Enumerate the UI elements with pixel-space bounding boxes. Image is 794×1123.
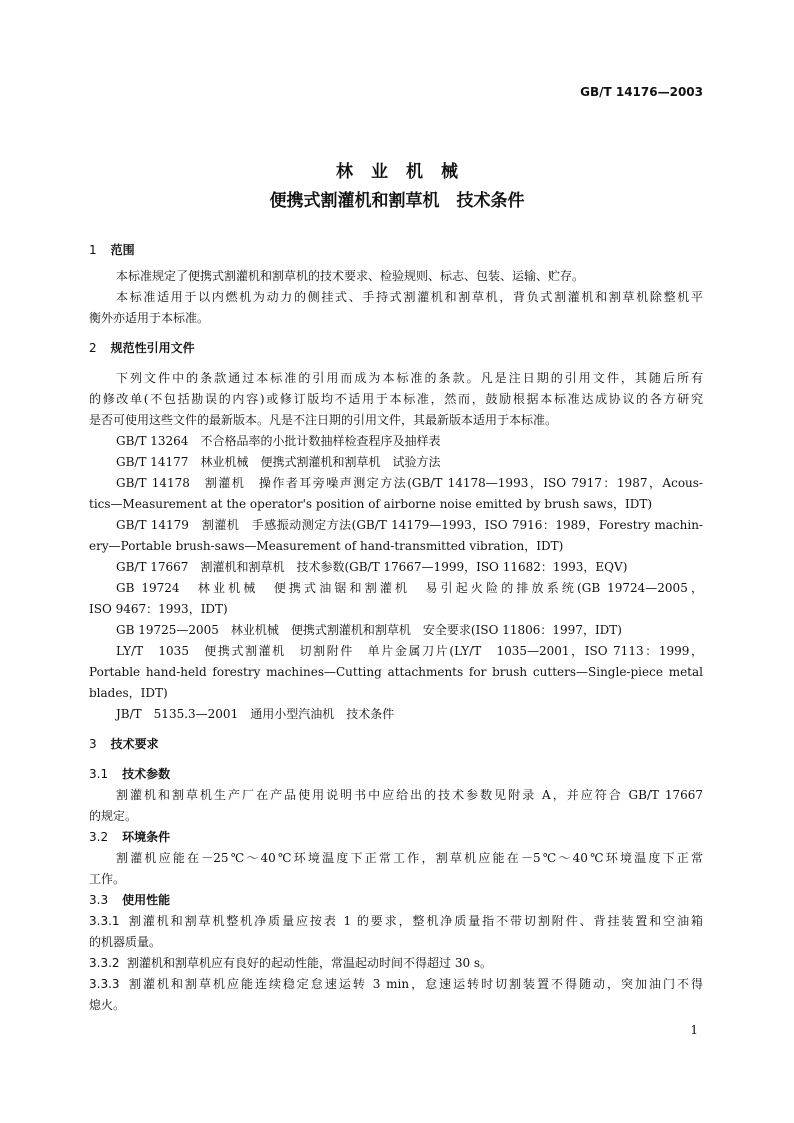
paragraph: 割灌机应能在－25℃～40℃环境温度下正常工作，割草机应能在－5℃～40℃环境温度下正常 [116, 851, 703, 865]
reference-item: GB/T 14178 割灌机 操作者耳旁噪声测定方法(GB/T 14178—1993，ISO 7917：1987，Acous- [116, 476, 703, 490]
clause-3-3-1: 3.3.1 割灌机和割草机整机净质量应按表 1 的要求，整机净质量指不带切割附件、背挂装置和空油箱 [89, 914, 703, 928]
clause-3-3-3-continued: 熄火。 [89, 998, 126, 1012]
reference-item: GB 19724 林业机械 便携式油锯和割灌机 易引起火险的排放系统(GB 19724—2005， [116, 581, 703, 595]
title-line-2: 便携式割灌机和割草机 技术条件 [269, 191, 525, 211]
paragraph: 割灌机和割草机生产厂在产品使用说明书中应给出的技术参数见附录 A，并应符合 GB/T 17667 [116, 788, 703, 802]
clause-3-3-1-continued: 的机器质量。 [89, 935, 162, 949]
paragraph: 本标准规定了便携式割灌机和割草机的技术要求、检验规则、标志、包装、运输、贮存。 [116, 269, 585, 283]
document-body [89, 240, 703, 1016]
standard-number: GB/T 14176—2003 [580, 85, 703, 99]
reference-item: GB/T 14179 割灌机 手感振动测定方法(GB/T 14179—1993，ISO 7916：1989，Forestry machin- [116, 518, 703, 532]
paragraph: 本标准适用于以内燃机为动力的侧挂式、手持式割灌机和割草机，背负式割灌机和割草机除整机平 [116, 290, 703, 304]
reference-item-continued: ISO 9467：1993，IDT) [89, 602, 228, 616]
paragraph: 是否可使用这些文件的最新版本。凡是不注日期的引用文件，其最新版本适用于本标准。 [89, 413, 558, 427]
section-3-heading: 3 技术要求 [89, 737, 159, 751]
paragraph: 衡外亦适用于本标准。 [89, 311, 210, 325]
paragraph: 的规定。 [89, 809, 138, 823]
clause-3-3-3: 3.3.3 割灌机和割草机应能连续稳定怠速运转 3 min，怠速运转时切割装置不得随动，突加油门不得 [89, 977, 703, 991]
section-1-heading: 1 范围 [89, 243, 135, 257]
section-3-2-heading: 3.2 环境条件 [89, 830, 171, 844]
reference-item: GB 19725—2005 林业机械 便携式割灌机和割草机 安全要求(ISO 11806：1997，IDT) [116, 623, 622, 637]
section-2-heading: 2 规范性引用文件 [89, 341, 195, 355]
reference-item-continued: ery—Portable brush-saws—Measurement of hand-transmitted vibration，IDT) [89, 539, 564, 553]
reference-item: GB/T 17667 割灌机和割草机 技术参数(GB/T 17667—1999，ISO 11682：1993，EQV) [116, 560, 628, 574]
paragraph: 下列文件中的条款通过本标准的引用而成为本标准的条款。凡是注日期的引用文件，其随后所有 [116, 371, 703, 385]
section-3-1-heading: 3.1 技术参数 [89, 767, 171, 781]
reference-item: LY/T 1035 便携式割灌机 切割附件 单片金属刀片(LY/T 1035—2001，ISO 7113：1999， [116, 644, 703, 658]
reference-item: GB/T 14177 林业机械 便携式割灌机和割草机 试验方法 [116, 455, 441, 469]
paragraph: 工作。 [89, 872, 126, 886]
title-line-1: 林业机械 [336, 162, 476, 182]
paragraph: 的修改单(不包括勘误的内容)或修订版均不适用于本标准，然而，鼓励根据本标准达成协议的各方研究 [89, 392, 703, 406]
reference-item-continued: blades，IDT) [89, 686, 168, 700]
section-3-3-heading: 3.3 使用性能 [89, 893, 171, 907]
page-number: 1 [690, 1023, 698, 1037]
reference-item: JB/T 5135.3—2001 通用小型汽油机 技术条件 [116, 707, 395, 721]
clause-3-3-2: 3.3.2 割灌机和割草机应有良好的起动性能，常温起动时间不得超过 30 s。 [89, 956, 493, 970]
reference-item-continued: Portable hand-held forestry machines—Cutting attachments for brush cutters—Single-piece metal [89, 665, 703, 679]
reference-item-continued: tics—Measurement at the operator's position of airborne noise emitted by brush saws，IDT) [89, 497, 653, 511]
reference-item: GB/T 13264 不合格品率的小批计数抽样检查程序及抽样表 [116, 434, 441, 448]
